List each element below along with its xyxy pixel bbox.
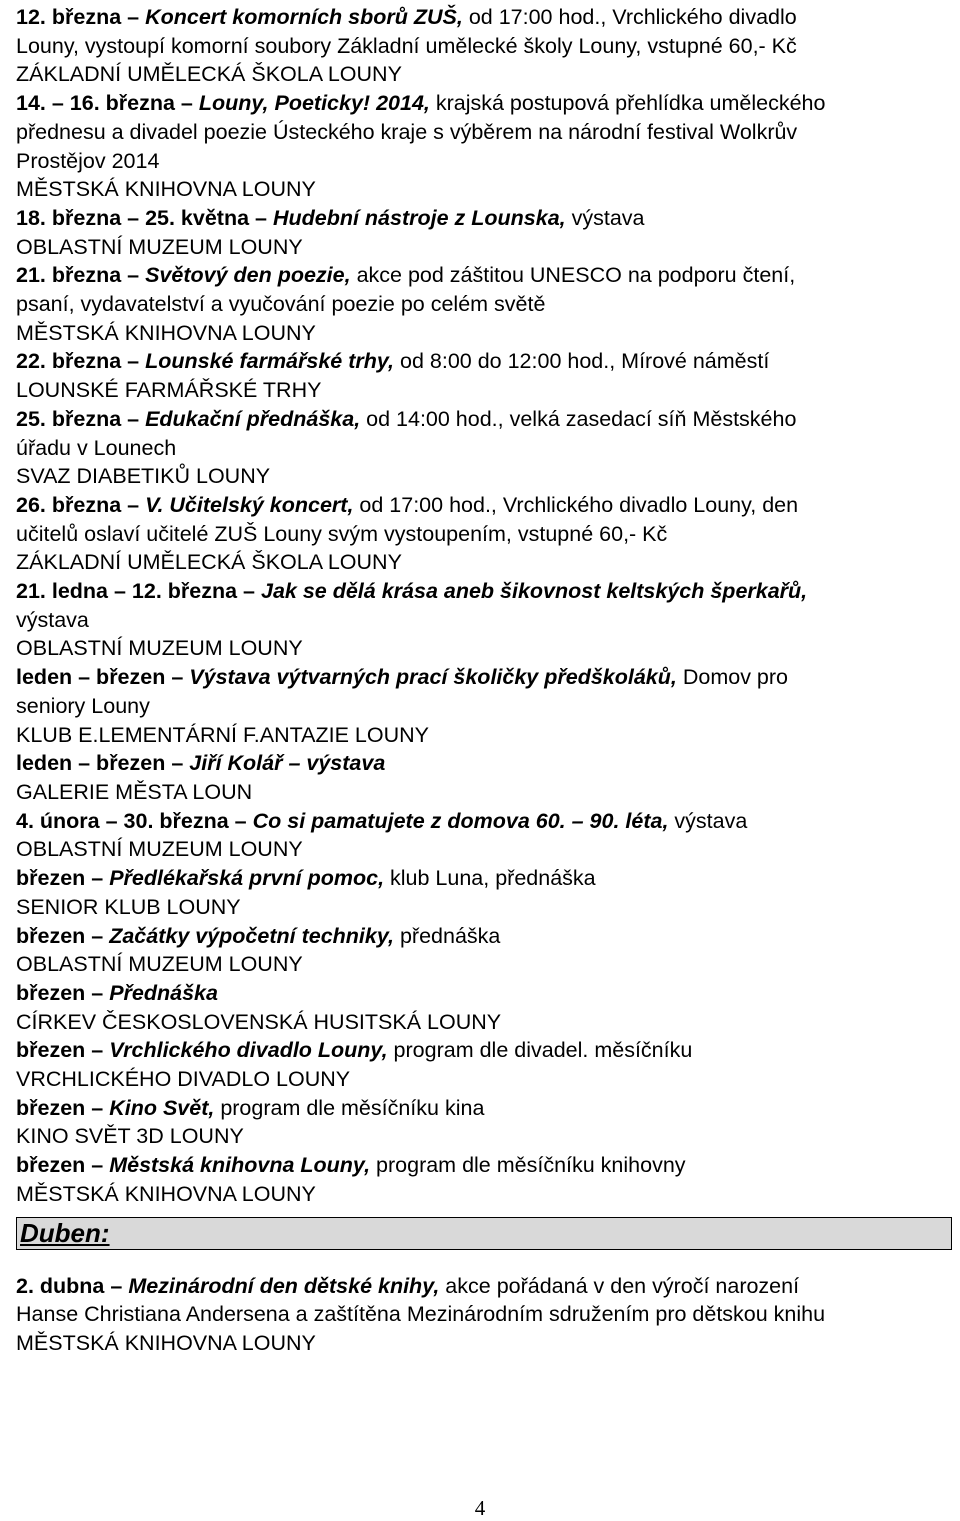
event-title: Edukační přednáška,	[145, 406, 361, 431]
event-organizer-line	[16, 950, 952, 979]
event-description: akce pod záštitou UNESCO na podporu čtení,	[350, 263, 796, 288]
event-date: březen –	[16, 1153, 110, 1178]
event-description: MĚSTSKÁ KNIHOVNA LOUNY	[16, 320, 316, 345]
event-list-march	[16, 3, 952, 1209]
page-number: 4	[474, 1496, 486, 1520]
event-organizer-line	[16, 1065, 952, 1094]
event-organizer-line	[16, 835, 952, 864]
event-title: Městská knihovna Louny,	[109, 1153, 371, 1178]
event-description: od 8:00 do 12:00 hod., Mírové náměstí	[394, 349, 770, 374]
event-title: V. Učitelský koncert,	[145, 492, 354, 517]
event-description: od 17:00 hod., Vrchlického divadlo	[462, 5, 797, 29]
event-text-line	[16, 1036, 952, 1065]
event-description: VRCHLICKÉHO DIVADLO LOUNY	[16, 1067, 351, 1092]
event-entry	[16, 405, 952, 491]
event-text-line	[16, 89, 952, 118]
event-text-line	[16, 290, 952, 319]
event-entry	[16, 807, 952, 864]
event-description: výstava	[668, 808, 748, 833]
event-title: Mezinárodní den dětské knihy,	[128, 1273, 440, 1298]
event-entry	[16, 1151, 952, 1208]
event-text-line	[16, 204, 952, 233]
event-organizer-line	[16, 319, 952, 348]
event-date: březen –	[16, 1095, 110, 1120]
event-entry	[16, 491, 952, 577]
event-date: 4. února – 30. března –	[16, 808, 253, 833]
event-date: březen –	[16, 1038, 110, 1063]
event-description: akce pořádaná v den výročí narození	[439, 1273, 800, 1298]
event-entry	[16, 979, 952, 1036]
event-title: Světový den poezie,	[145, 263, 351, 288]
event-organizer-line	[16, 893, 952, 922]
event-text-line	[16, 261, 952, 290]
event-entry	[16, 749, 952, 806]
event-text-line	[16, 979, 952, 1008]
event-title: Co si pamatujete z domova 60. – 90. léta,	[252, 808, 669, 833]
event-date: 14. – 16. března –	[16, 91, 199, 116]
event-text-line	[16, 347, 952, 376]
event-date: 21. března –	[16, 263, 146, 288]
event-organizer-line	[16, 462, 952, 491]
event-organizer-line	[16, 175, 952, 204]
event-entry	[16, 89, 952, 204]
event-date: 12. března –	[16, 5, 146, 29]
event-entry	[16, 1036, 952, 1093]
event-description: Domov pro	[676, 665, 788, 690]
event-description: seniory Louny	[16, 693, 150, 718]
event-text-line	[16, 663, 952, 692]
event-title: Kino Svět,	[109, 1095, 215, 1120]
event-title: Vrchlického divadlo Louny,	[109, 1038, 388, 1063]
event-description: GALERIE MĚSTA LOUN	[16, 779, 253, 804]
event-date: 26. března –	[16, 492, 146, 517]
event-description: program dle měsíčníku knihovny	[370, 1153, 686, 1178]
event-organizer-line	[16, 233, 952, 262]
event-description: LOUNSKÉ FARMÁŘSKÉ TRHY	[16, 378, 322, 403]
event-title: Koncert komorních sborů ZUŠ,	[145, 5, 463, 29]
event-list-april	[16, 1272, 952, 1358]
event-description: úřadu v Lounech	[16, 435, 177, 460]
event-description: od 17:00 hod., Vrchlického divadlo Louny, den	[353, 492, 799, 517]
event-entry	[16, 663, 952, 749]
event-entry	[16, 204, 952, 261]
event-description: program dle měsíčníku kina	[214, 1095, 485, 1120]
event-entry	[16, 922, 952, 979]
event-title: Hudební nástroje z Lounska,	[272, 205, 566, 230]
event-description: OBLASTNÍ MUZEUM LOUNY	[16, 837, 303, 862]
event-title: Začátky výpočetní techniky,	[109, 923, 394, 948]
event-description: KINO SVĚT 3D LOUNY	[16, 1124, 244, 1149]
event-date: 21. ledna – 12. března –	[16, 579, 261, 604]
document-body	[16, 3, 952, 1358]
event-date: 25. března –	[16, 406, 146, 431]
event-organizer-line	[16, 1329, 952, 1358]
event-title: Louny, Poeticky! 2014,	[198, 91, 430, 116]
event-description: KLUB E.LEMENTÁRNÍ F.ANTAZIE LOUNY	[16, 722, 429, 747]
event-description: psaní, vydavatelství a vyučování poezie po celém světě	[16, 292, 546, 317]
event-description: klub Luna, přednáška	[384, 866, 596, 891]
event-title: Předlékařská první pomoc,	[109, 866, 385, 891]
event-entry	[16, 864, 952, 921]
event-date: 2. dubna –	[16, 1273, 129, 1298]
event-date: 22. března –	[16, 349, 146, 374]
event-description: přednesu a divadel poezie Ústeckého kraje s výběrem na národní festival Wolkrův	[16, 119, 798, 144]
event-organizer-line	[16, 721, 952, 750]
event-date: březen –	[16, 866, 110, 891]
event-organizer-line	[16, 1122, 952, 1151]
event-description: výstava	[16, 607, 89, 632]
event-text-line	[16, 520, 952, 549]
event-text-line	[16, 491, 952, 520]
event-date: leden – březen –	[16, 665, 190, 690]
event-description: přednáška	[394, 923, 501, 948]
event-title: Výstava výtvarných prací školičky předškoláků,	[189, 665, 677, 690]
event-text-line	[16, 1094, 952, 1123]
event-title: Jak se dělá krása aneb šikovnost keltských šperkařů,	[260, 579, 808, 604]
event-organizer-line	[16, 778, 952, 807]
event-date: březen –	[16, 923, 110, 948]
event-text-line	[16, 692, 952, 721]
event-description: ZÁKLADNÍ UMĚLECKÁ ŠKOLA LOUNY	[16, 550, 402, 575]
event-entry	[16, 1272, 952, 1358]
event-entry	[16, 261, 952, 347]
event-text-line	[16, 118, 952, 147]
event-title: Přednáška	[109, 980, 218, 1005]
event-description: OBLASTNÍ MUZEUM LOUNY	[16, 952, 303, 977]
event-entry	[16, 347, 952, 404]
event-text-line	[16, 1151, 952, 1180]
event-description: OBLASTNÍ MUZEUM LOUNY	[16, 636, 303, 661]
event-text-line	[16, 749, 952, 778]
event-title: Jiří Kolář – výstava	[189, 751, 386, 776]
event-text-line	[16, 1300, 952, 1329]
event-text-line	[16, 32, 952, 61]
event-date: leden – březen –	[16, 751, 190, 776]
event-description: SENIOR KLUB LOUNY	[16, 894, 241, 919]
event-description: krajská postupová přehlídka uměleckého	[429, 91, 826, 116]
event-description: MĚSTSKÁ KNIHOVNA LOUNY	[16, 1330, 316, 1355]
event-text-line	[16, 864, 952, 893]
event-text-line	[16, 807, 952, 836]
event-date: 18. března – 25. května –	[16, 205, 273, 230]
event-description: program dle divadel. měsíčníku	[387, 1038, 693, 1063]
event-organizer-line	[16, 1180, 952, 1209]
event-organizer-line	[16, 60, 952, 89]
event-description: SVAZ DIABETIKŮ LOUNY	[16, 464, 271, 489]
event-description: MĚSTSKÁ KNIHOVNA LOUNY	[16, 1181, 316, 1206]
section-heading-april: Duben:	[16, 1217, 952, 1250]
event-text-line	[16, 922, 952, 951]
event-title: Lounské farmářské trhy,	[145, 349, 395, 374]
event-organizer-line	[16, 634, 952, 663]
event-entry	[16, 577, 952, 663]
event-description: ZÁKLADNÍ UMĚLECKÁ ŠKOLA LOUNY	[16, 62, 402, 87]
event-text-line	[16, 147, 952, 176]
event-description: Louny, vystoupí komorní soubory Základní umělecké školy Louny, vstupné 60,- Kč	[16, 33, 797, 58]
event-organizer-line	[16, 376, 952, 405]
event-description: Prostějov 2014	[16, 148, 160, 173]
event-description: výstava	[565, 205, 645, 230]
event-text-line	[16, 434, 952, 463]
event-organizer-line	[16, 548, 952, 577]
event-description: Hanse Christiana Andersena a zaštítěna Mezinárodním sdružením pro dětskou knihu	[16, 1302, 826, 1327]
event-description: MĚSTSKÁ KNIHOVNA LOUNY	[16, 177, 316, 202]
event-text-line	[16, 3, 952, 32]
event-date: březen –	[16, 980, 110, 1005]
event-description: učitelů oslaví učitelé ZUŠ Louny svým vystoupením, vstupné 60,- Kč	[16, 521, 668, 546]
event-description: OBLASTNÍ MUZEUM LOUNY	[16, 234, 303, 259]
event-entry	[16, 1094, 952, 1151]
event-text-line	[16, 606, 952, 635]
event-description: od 14:00 hod., velká zasedací síň Městského	[360, 406, 797, 431]
event-organizer-line	[16, 1008, 952, 1037]
event-text-line	[16, 405, 952, 434]
event-description: CÍRKEV ČESKOSLOVENSKÁ HUSITSKÁ LOUNY	[16, 1009, 502, 1034]
event-text-line	[16, 577, 952, 606]
event-text-line	[16, 1272, 952, 1301]
event-entry	[16, 3, 952, 89]
